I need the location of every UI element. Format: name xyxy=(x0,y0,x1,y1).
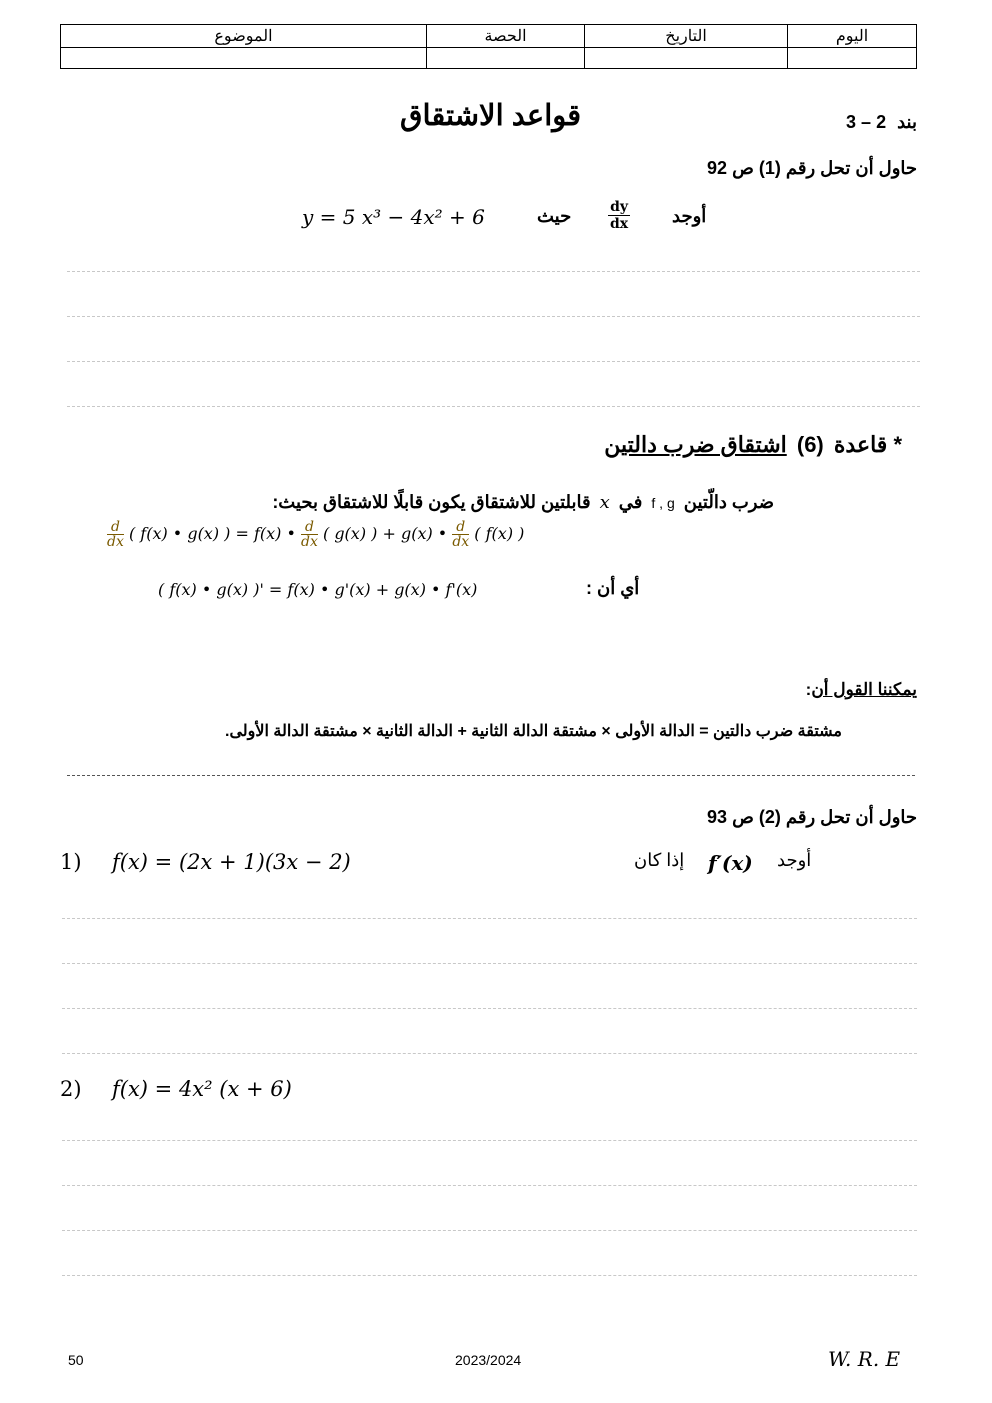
rule6-label: قاعدة xyxy=(833,432,888,457)
rule6-heading xyxy=(604,432,902,458)
band-text: بند xyxy=(897,112,917,132)
dy-dx-fraction xyxy=(608,199,630,232)
product-rule-formula xyxy=(107,520,524,549)
page-title: قواعد الاشتقاق xyxy=(400,100,582,132)
statement-part-b: في xyxy=(618,492,643,512)
header-period: الحصة xyxy=(427,25,585,48)
statement-part-c: قابلتين للاشتقاق يكون قابلًا للاشتقاق بحيث: xyxy=(272,492,591,512)
can-say-label xyxy=(806,680,917,700)
statement-part-a: ضرب دالّتين xyxy=(683,492,774,512)
exercise2-heading: حاول أن تحل رقم (2) ص 93 xyxy=(707,807,917,827)
answer-line xyxy=(62,1275,917,1276)
question2-number: 2) xyxy=(60,1077,82,1101)
header-date: التاريخ xyxy=(585,25,788,48)
header-period-cell xyxy=(427,48,585,69)
header-day: اليوم xyxy=(788,25,917,48)
header-table xyxy=(60,24,917,69)
can-say-text: يمكننا القول أن xyxy=(811,680,917,699)
band-number: 3 – 2 xyxy=(846,112,887,132)
rule6-star: * xyxy=(893,432,902,457)
header-subject: الموضوع xyxy=(61,25,427,48)
exercise2-find: أوجد xyxy=(777,850,812,870)
statement-x: x xyxy=(599,492,610,513)
header-date-cell xyxy=(585,48,788,69)
exercise1-equation: y = 5 x³ − 4x² + 6 xyxy=(302,205,485,229)
answer-line xyxy=(67,316,920,317)
answer-line xyxy=(62,918,917,919)
answer-line xyxy=(67,361,920,362)
exercise1-find: أوجد xyxy=(672,206,707,226)
question1-equation: f(x) = (2x + 1)(3x − 2) xyxy=(112,850,351,874)
question2-equation: f(x) = 4x² (x + 6) xyxy=(112,1077,292,1101)
exercise2-if: إذا كان xyxy=(634,850,685,870)
school-year: 2023/2024 xyxy=(455,1352,522,1368)
answer-line xyxy=(62,1053,917,1054)
d-denominator: dx xyxy=(107,534,124,550)
formula1-end: ( f(x) ) xyxy=(474,524,525,543)
statement-fg: f , g xyxy=(651,495,675,511)
header-subject-cell xyxy=(61,48,427,69)
d-numerator: d xyxy=(452,520,469,535)
product-rule-prime-formula: ( f(x) • g(x) )' = f(x) • g'(x) + g(x) • f'(x) xyxy=(158,580,478,599)
that-is-label: أي أن : xyxy=(586,578,640,598)
question1-number: 1) xyxy=(60,850,82,874)
rule6-title: اشتقاق ضرب دالتين xyxy=(604,432,787,457)
formula1-lhs: ( f(x) • g(x) ) = f(x) • xyxy=(128,524,296,543)
answer-line xyxy=(62,1008,917,1009)
band-label xyxy=(846,112,917,133)
answer-line xyxy=(67,406,920,407)
d-denominator: dx xyxy=(452,534,470,550)
section-divider xyxy=(67,775,915,776)
page-number: 50 xyxy=(68,1352,84,1368)
exercise1-where: حيث xyxy=(537,206,572,226)
answer-line xyxy=(62,1230,917,1231)
can-say-colon: : xyxy=(805,680,812,699)
exercise2-fprime: f′(x) xyxy=(708,851,753,875)
d-numerator: d xyxy=(301,520,318,535)
frac-denominator: dx xyxy=(610,216,629,232)
formula1-mid: ( g(x) ) + g(x) • xyxy=(322,524,448,543)
frac-numerator: dy xyxy=(608,199,630,216)
product-rule-sentence: مشتقة ضرب دالتين = الدالة الأولى × مشتقة الدالة الثانية + الدالة الثانية × مشتقة الدالة الأولى. xyxy=(225,723,842,740)
rule6-number: (6) xyxy=(796,432,824,457)
answer-line xyxy=(67,271,920,272)
author-initials: W. R. E xyxy=(828,1347,901,1371)
answer-line xyxy=(62,963,917,964)
rule6-statement xyxy=(272,492,774,513)
answer-line xyxy=(62,1185,917,1186)
exercise1-heading: حاول أن تحل رقم (1) ص 92 xyxy=(707,158,917,178)
header-day-cell xyxy=(788,48,917,69)
d-denominator: dx xyxy=(301,534,318,550)
d-numerator: d xyxy=(107,520,124,535)
answer-line xyxy=(62,1140,917,1141)
